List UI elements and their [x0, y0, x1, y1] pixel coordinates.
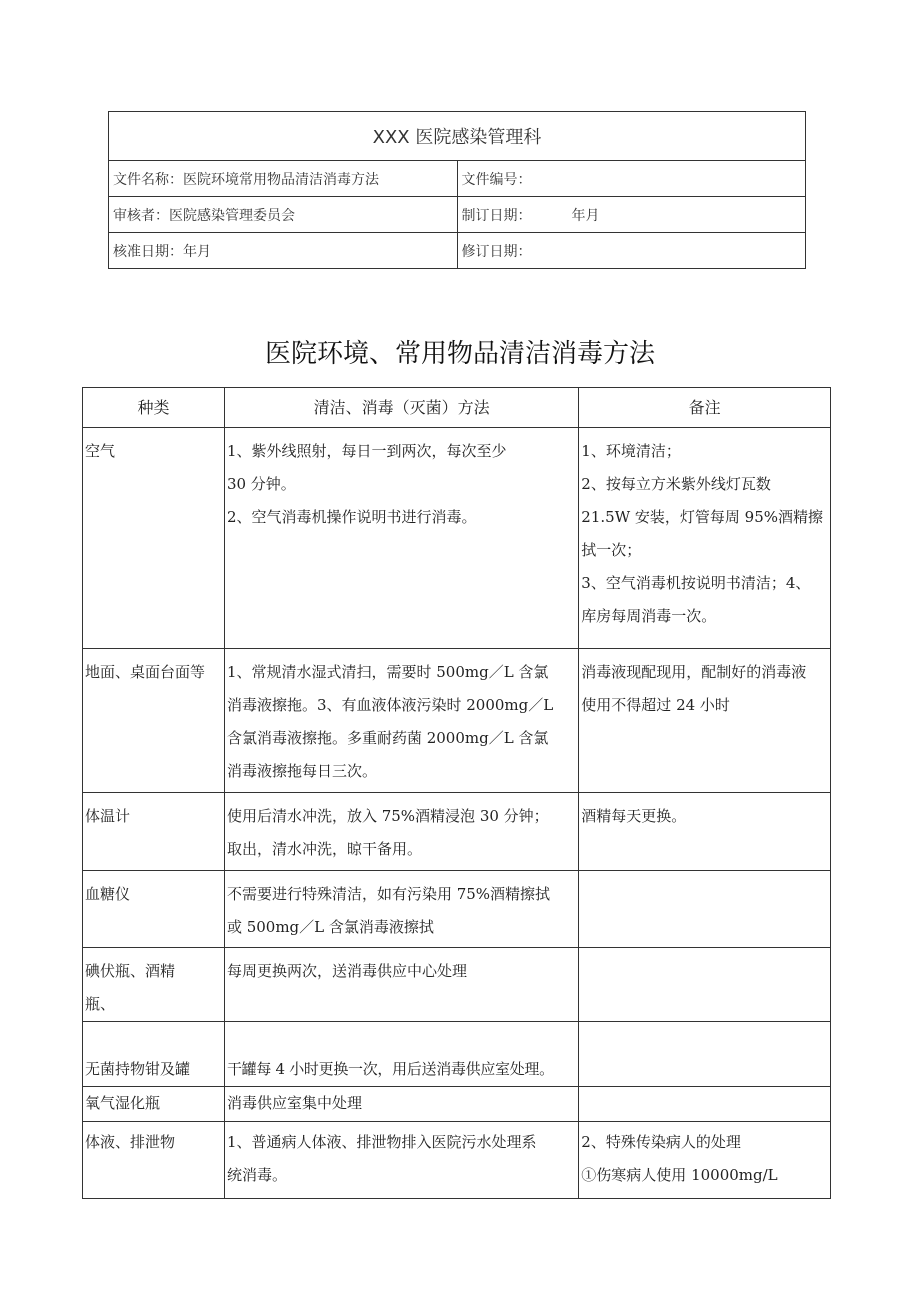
- header-note: 备注: [579, 388, 831, 428]
- department-name: XXX 医院感染管理科: [109, 112, 806, 161]
- table-row: [83, 948, 831, 1022]
- document-header-table: [108, 111, 806, 269]
- method-line: 1、普通病人体液、排泄物排入医院污水处理系: [226, 1133, 537, 1151]
- document-title: 医院环境、常用物品清洁消毒方法: [264, 339, 655, 369]
- category-cell: 无菌持物钳及罐: [83, 1022, 225, 1087]
- method-line: 干罐每 4 小时更换一次，用后送消毒供应室处理。: [226, 1060, 554, 1078]
- method-line: 使用后清水冲洗，放入 75%酒精浸泡 30 分钟；: [226, 807, 549, 825]
- table-row: [83, 649, 831, 793]
- note-cell: [579, 649, 831, 793]
- category-cell: 空气: [83, 428, 225, 649]
- category-cell: 体温计: [83, 793, 225, 871]
- category-line: 瓶、: [85, 995, 116, 1013]
- header-category: 种类: [83, 388, 225, 428]
- note-line: 库房每周消毒一次。: [581, 607, 717, 625]
- table-row: [83, 1087, 831, 1122]
- method-line: 1、紫外线照射，每日一到两次，每次至少: [226, 442, 507, 460]
- method-cell: [224, 649, 578, 793]
- note-cell: [579, 1087, 831, 1122]
- method-line: 消毒液擦拖。3、有血液体液污染时 2000mg／L: [226, 696, 554, 714]
- approval-date-cell: 核准日期：年月: [109, 233, 458, 269]
- note-line: 1、环境清洁；: [581, 442, 681, 460]
- method-line: 或 500mg／L 含氯消毒液擦拭: [226, 918, 434, 936]
- disinfection-methods-table: [82, 387, 831, 1199]
- method-line: 不需要进行特殊清洁，如有污染用 75%酒精擦拭: [226, 885, 551, 903]
- method-line: 消毒液擦拖每日三次。: [226, 762, 377, 780]
- reviewer-cell: 审核者：医院感染管理委员会: [109, 197, 458, 233]
- method-cell: [224, 871, 578, 948]
- note-cell: [579, 1022, 831, 1087]
- category-cell: [83, 948, 225, 1022]
- method-line: 1、常规清水湿式清扫，需要时 500mg／L 含氯: [226, 663, 549, 681]
- note-line: 拭一次；: [581, 541, 642, 559]
- category-cell: 血糖仪: [83, 871, 225, 948]
- revision-date-cell: 修订日期：: [457, 233, 806, 269]
- method-cell: [224, 1122, 578, 1199]
- method-cell: [224, 948, 578, 1022]
- method-line: 消毒供应室集中处理: [226, 1094, 362, 1112]
- table-row: [83, 1122, 831, 1199]
- table-row: [83, 871, 831, 948]
- method-cell: [224, 793, 578, 871]
- note-line: 21.5W 安装，灯管每周 95%酒精擦: [581, 508, 823, 526]
- note-line: 消毒液现配现用，配制好的消毒液: [581, 663, 807, 681]
- method-cell: [224, 1087, 578, 1122]
- method-cell: [224, 428, 578, 649]
- header-method: 清洁、消毒（灭菌）方法: [224, 388, 578, 428]
- note-line: ①伤寒病人使用 10000mg/L: [581, 1166, 778, 1184]
- note-cell: [579, 428, 831, 649]
- file-number-cell: 文件编号：: [457, 161, 806, 197]
- note-line: 酒精每天更换。: [581, 807, 687, 825]
- method-line: 统消毒。: [226, 1166, 287, 1184]
- table-row: [83, 1022, 831, 1087]
- note-line: 2、按每立方米紫外线灯瓦数: [581, 475, 771, 493]
- note-line: 3、空气消毒机按说明书清洁；4、: [581, 574, 811, 592]
- note-cell: [579, 871, 831, 948]
- effective-date-cell: 制订日期： 年月: [457, 197, 806, 233]
- note-cell: [579, 1122, 831, 1199]
- method-cell: [224, 1022, 578, 1087]
- method-line: 含氯消毒液擦拖。多重耐药菌 2000mg／L 含氯: [226, 729, 549, 747]
- category-cell: 体液、排泄物: [83, 1122, 225, 1199]
- method-line: 每周更换两次，送消毒供应中心处理: [226, 962, 467, 980]
- table-header-row: [83, 388, 831, 428]
- note-cell: [579, 948, 831, 1022]
- category-cell: 氧气湿化瓶: [83, 1087, 225, 1122]
- method-line: 取出，清水冲洗，晾干备用。: [226, 840, 422, 858]
- category-line: 碘伏瓶、酒精: [85, 962, 176, 980]
- category-cell: 地面、桌面台面等: [83, 649, 225, 793]
- note-line: 2、特殊传染病人的处理: [581, 1133, 741, 1151]
- file-name-cell: 文件名称：医院环境常用物品清洁消毒方法: [109, 161, 458, 197]
- table-row: [83, 428, 831, 649]
- table-row: [83, 793, 831, 871]
- method-line: 30 分钟。: [226, 475, 296, 493]
- note-cell: [579, 793, 831, 871]
- method-line: 2、空气消毒机操作说明书进行消毒。: [226, 508, 477, 526]
- note-line: 使用不得超过 24 小时: [581, 696, 730, 714]
